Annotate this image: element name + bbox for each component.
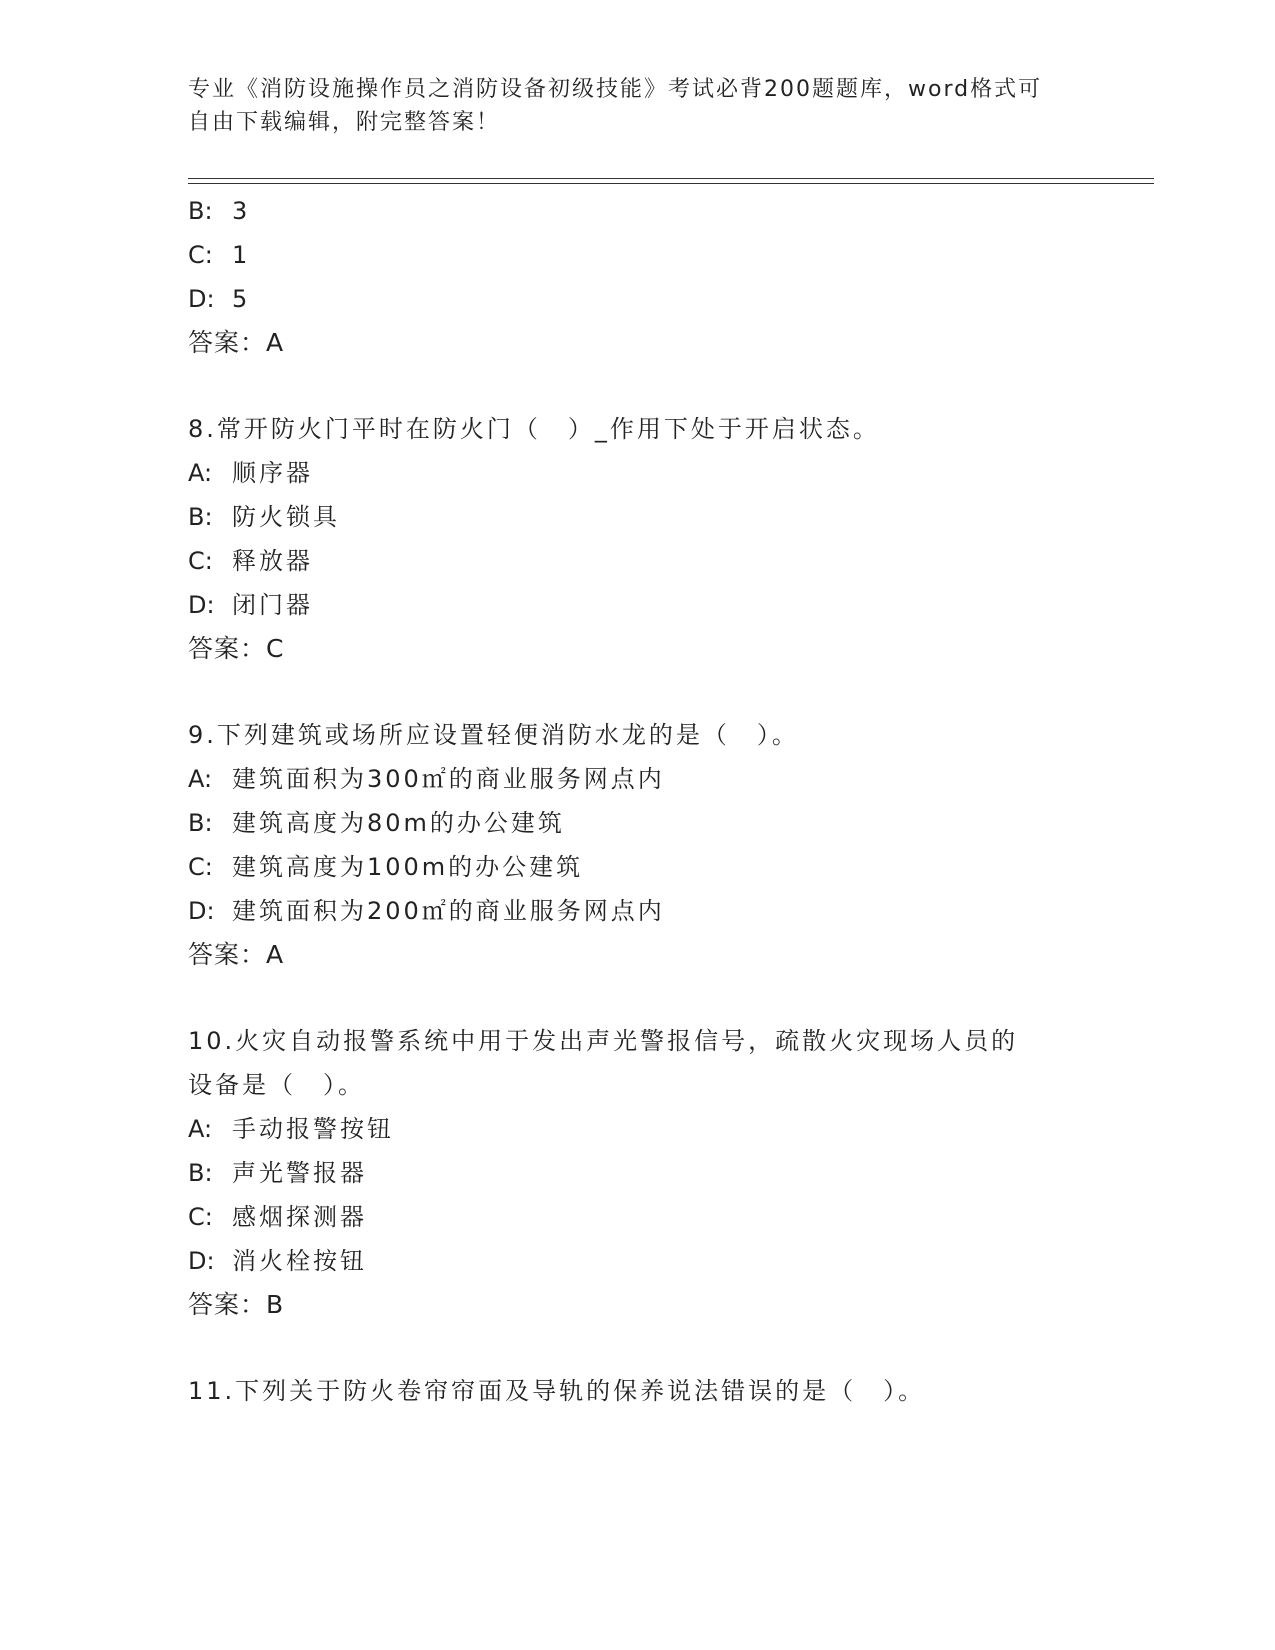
q9-answer: 答案：A [188, 940, 285, 969]
q10-option-a [188, 1114, 394, 1144]
header-divider [188, 178, 1154, 184]
q9-option-c [188, 852, 583, 882]
q9-option-d [188, 896, 665, 926]
option-text: 手动报警按钮 [232, 1115, 394, 1143]
q10-option-c [188, 1202, 367, 1232]
q10-option-d [188, 1246, 367, 1276]
option-label: B: [188, 1159, 213, 1187]
option-label: D: [188, 1247, 215, 1275]
q9-option-a [188, 764, 665, 794]
option-label: A: [188, 459, 213, 487]
q7-option-b [188, 196, 250, 226]
option-text: 顺序器 [232, 459, 313, 487]
q8-stem: 8.常开防火门平时在防火门（ ）_作用下处于开启状态。 [188, 415, 880, 443]
q8-option-c [188, 546, 313, 576]
option-text: 感烟探测器 [232, 1203, 367, 1231]
q7-answer: 答案：A [188, 328, 285, 357]
option-text: 建筑面积为300㎡的商业服务网点内 [232, 765, 665, 793]
header-line-1: 专业《消防设施操作员之消防设备初级技能》考试必背200题题库，word格式可 [188, 77, 1043, 102]
q8-option-d [188, 590, 313, 620]
header-line-2: 自由下载编辑，附完整答案！ [188, 110, 501, 135]
option-text: 消火栓按钮 [232, 1247, 367, 1275]
q8-option-a [188, 458, 313, 488]
option-text: 建筑面积为200㎡的商业服务网点内 [232, 897, 665, 925]
option-text: 3 [232, 197, 251, 225]
q9-stem: 9.下列建筑或场所应设置轻便消防水龙的是（ ）。 [188, 721, 799, 749]
option-label: C: [188, 853, 213, 881]
option-label: B: [188, 503, 213, 531]
option-text: 闭门器 [232, 591, 313, 619]
option-label: B: [188, 197, 213, 225]
q10-stem-line-2: 设备是（ ）。 [188, 1071, 365, 1099]
option-label: D: [188, 285, 215, 313]
q7-option-d [188, 284, 250, 314]
q7-option-c [188, 240, 250, 270]
option-label: A: [188, 1115, 213, 1143]
option-label: C: [188, 241, 213, 269]
option-text: 释放器 [232, 547, 313, 575]
q10-answer: 答案：B [188, 1290, 285, 1319]
option-text: 5 [232, 285, 251, 313]
option-text: 建筑高度为80m的办公建筑 [232, 809, 565, 837]
option-text: 防火锁具 [232, 503, 340, 531]
option-label: C: [188, 1203, 213, 1231]
option-label: D: [188, 591, 215, 619]
option-text: 建筑高度为100m的办公建筑 [232, 853, 584, 881]
q10-stem-line-1: 10.火灾自动报警系统中用于发出声光警报信号，疏散火灾现场人员的 [188, 1027, 1019, 1055]
q11-stem: 11.下列关于防火卷帘帘面及导轨的保养说法错误的是（ ）。 [188, 1377, 926, 1405]
option-label: B: [188, 809, 213, 837]
q10-option-b [188, 1158, 367, 1188]
option-label: C: [188, 547, 213, 575]
q8-answer: 答案：C [188, 634, 285, 663]
option-label: D: [188, 897, 215, 925]
option-text: 声光警报器 [232, 1159, 367, 1187]
document-header [188, 73, 1068, 139]
q8-option-b [188, 502, 340, 532]
option-text: 1 [232, 241, 251, 269]
option-label: A: [188, 765, 213, 793]
q9-option-b [188, 808, 565, 838]
